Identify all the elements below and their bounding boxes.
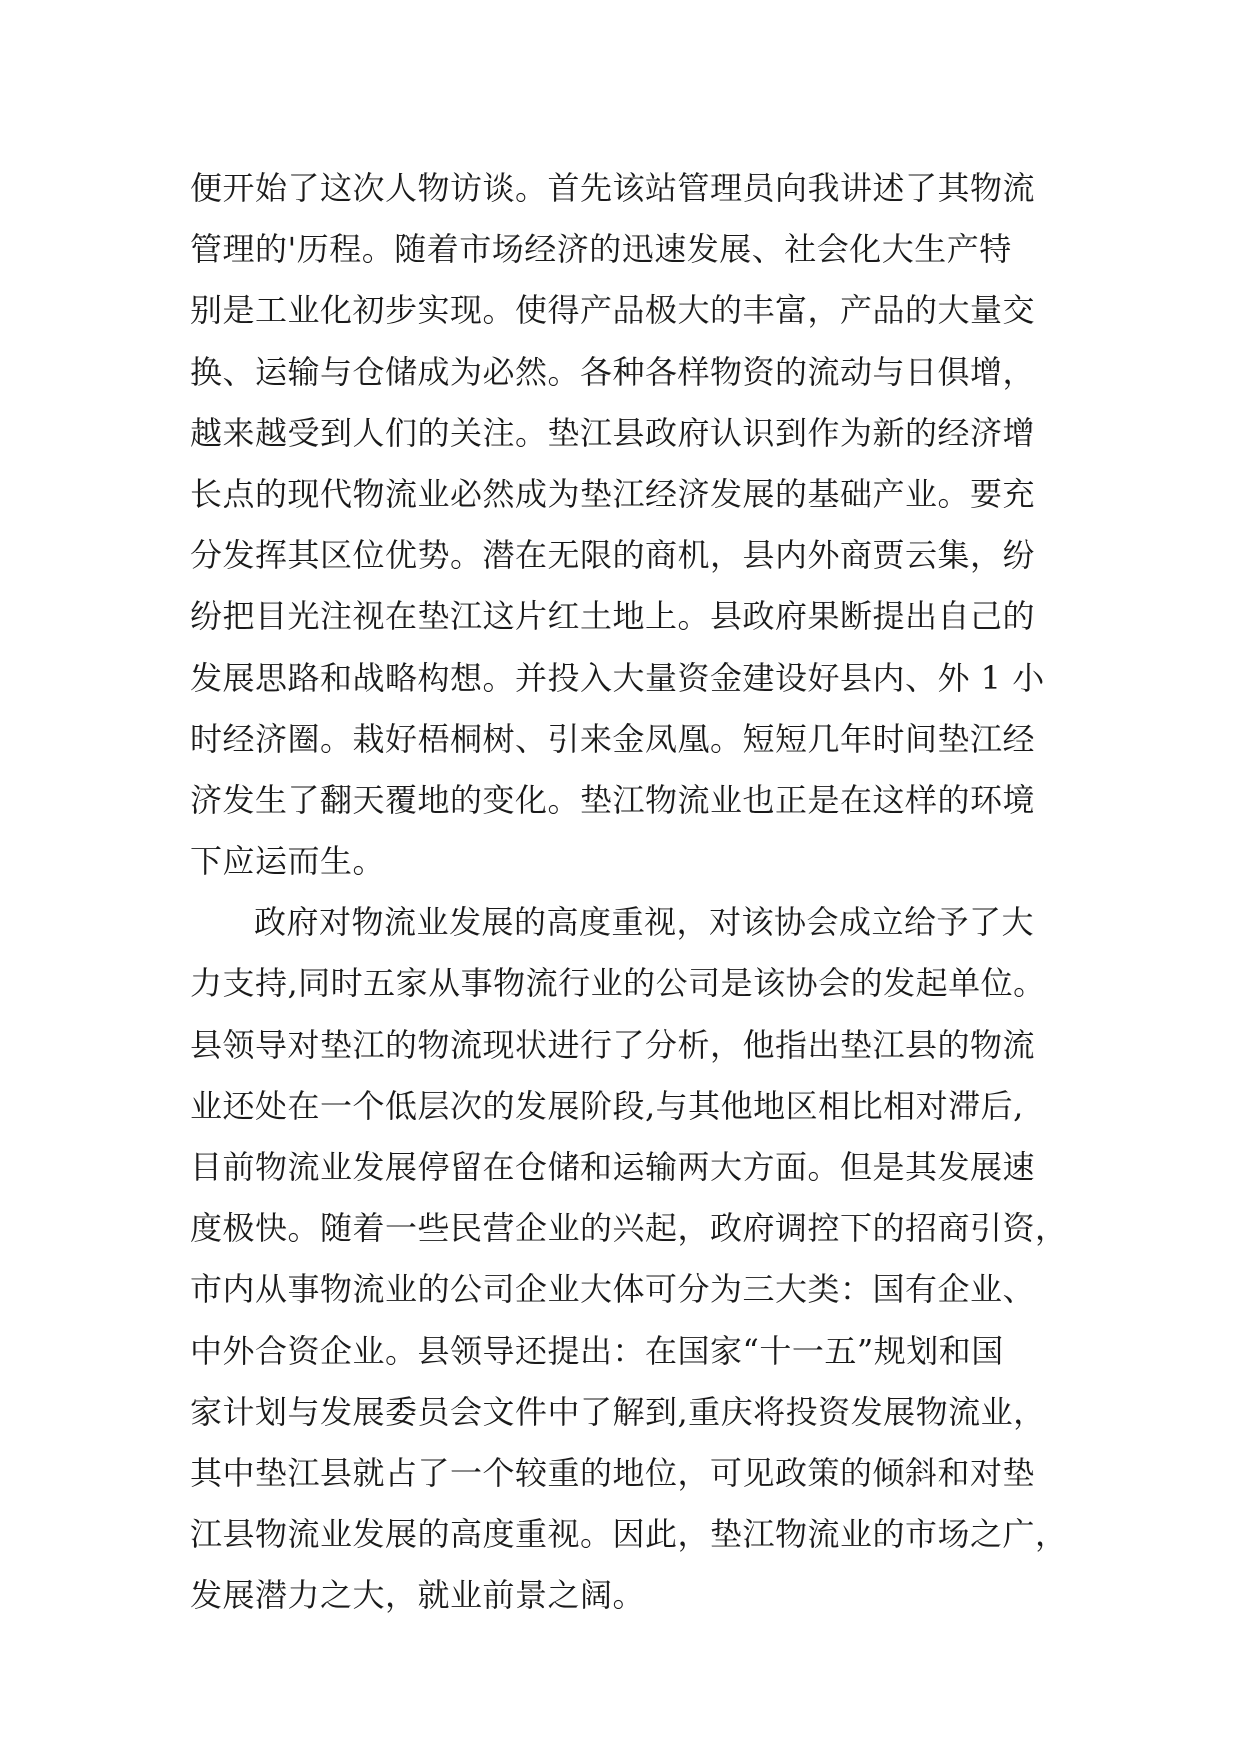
body-text (190, 158, 1070, 1627)
text-line: 分发挥其区位优势。潜在无限的商机，县内外商贾云集，纷 (190, 536, 1036, 575)
text-line: 市内从事物流业的公司企业大体可分为三大类：国有企业、 (190, 1270, 1036, 1309)
text-line: 家计划与发展委员会文件中了解到,重庆将投资发展物流业， (190, 1392, 1046, 1431)
text-line: 下应运而生。 (190, 842, 386, 881)
text-line: 换、运输与仓储成为必然。各种各样物资的流动与日俱增， (190, 352, 1036, 391)
text-line: 政府对物流业发展的高度重视，对该协会成立给予了大 (254, 903, 1035, 942)
text-line: 发展思路和战略构想。并投入大量资金建设好县内、外 1 小 (190, 658, 1045, 697)
text-line: 越来越受到人们的关注。垫江县政府认识到作为新的经济增 (190, 413, 1036, 452)
text-line: 长点的现代物流业必然成为垫江经济发展的基础产业。要充 (190, 474, 1036, 513)
text-line: 别是工业化初步实现。使得产品极大的丰富，产品的大量交 (190, 291, 1036, 330)
paragraph-1 (190, 158, 1070, 892)
text-line: 时经济圈。栽好梧桐树、引来金凤凰。短短几年时间垫江经 (190, 719, 1036, 758)
text-line: 目前物流业发展停留在仓储和运输两大方面。但是其发展速 (190, 1148, 1036, 1186)
text-line: 度极快。随着一些民营企业的兴起，政府调控下的招商引资， (190, 1209, 1068, 1248)
text-line: 业还处在一个低层次的发展阶段,与其他地区相比相对滞后, (190, 1086, 1024, 1125)
text-line: 力支持,同时五家从事物流行业的公司是该协会的发起单位。 (190, 964, 1046, 1003)
text-line: 其中垫江县就占了一个较重的地位，可见政策的倾斜和对垫 (190, 1453, 1036, 1492)
paragraph-2 (190, 892, 1070, 1626)
text-line: 发展潜力之大，就业前景之阔。 (190, 1576, 646, 1615)
text-line: 中外合资企业。县领导还提出：在国家“十一五”规划和国 (190, 1331, 1004, 1370)
text-line: 管理的'历程。随着市场经济的迅速发展、社会化大生产特 (190, 230, 1012, 269)
text-line: 便开始了这次人物访谈。首先该站管理员向我讲述了其物流 (190, 169, 1036, 207)
text-line: 纷把目光注视在垫江这片红土地上。县政府果断提出自己的 (190, 597, 1036, 636)
text-line: 江县物流业发展的高度重视。因此，垫江物流业的市场之广， (190, 1515, 1068, 1554)
text-line: 县领导对垫江的物流现状进行了分析，他指出垫江县的物流 (190, 1025, 1036, 1064)
text-line: 济发生了翻天覆地的变化。垫江物流业也正是在这样的环境 (190, 780, 1036, 819)
